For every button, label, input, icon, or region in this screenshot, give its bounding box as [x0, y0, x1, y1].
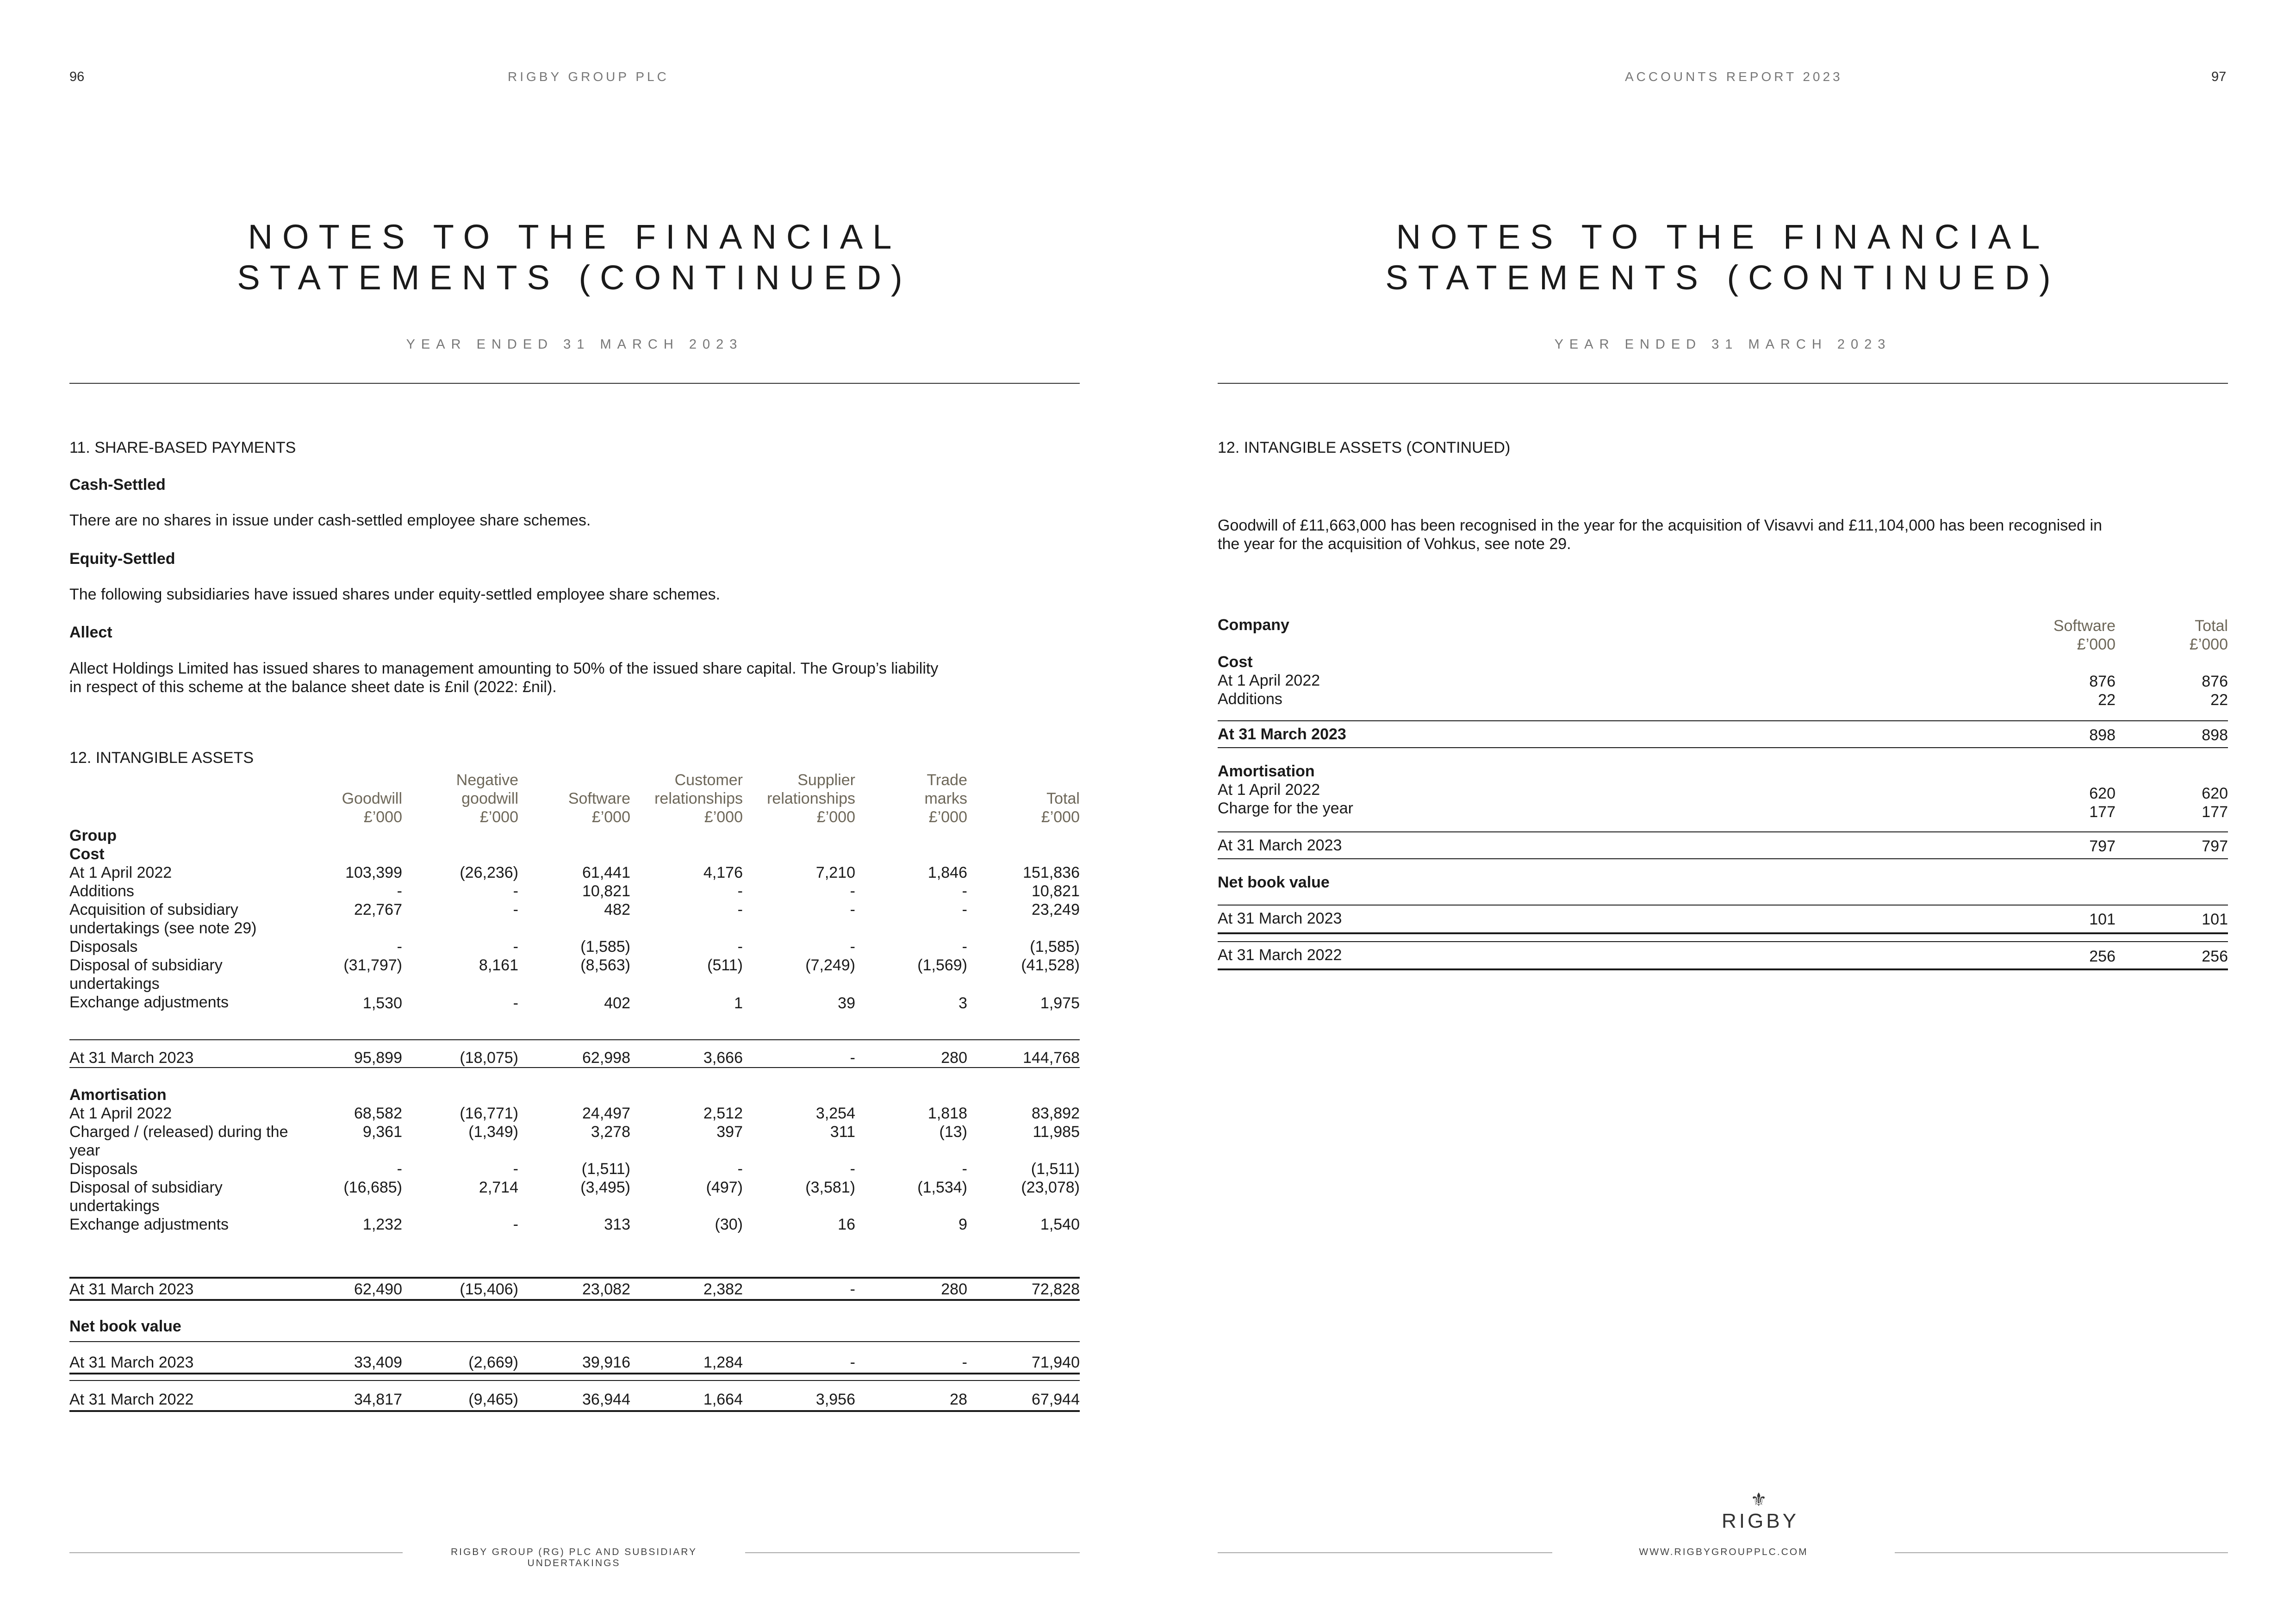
- value-cell: -: [397, 1160, 402, 1178]
- row-label: Disposal of subsidiary: [69, 956, 223, 974]
- rule: [1218, 747, 2228, 748]
- row-label: Exchange adjustments: [69, 993, 229, 1011]
- value-cell: 280: [941, 1049, 967, 1067]
- rule: [69, 1410, 1080, 1412]
- goodwill-text-line-1: Goodwill of £11,663,000 has been recognised in the year for the acquisition of Visavvi and £11,104,000 has been recognised in: [1218, 517, 2102, 534]
- allect-text: [69, 659, 1080, 696]
- value-cell: (9,465): [468, 1391, 518, 1408]
- rigby-logo: [1722, 1490, 1799, 1532]
- column-header: £’000: [1041, 808, 1080, 826]
- value-cell: -: [737, 901, 743, 918]
- running-header: RIGBY GROUP PLC: [508, 69, 669, 84]
- value-cell: (1,585): [1030, 938, 1080, 956]
- value-cell: 39: [838, 994, 855, 1012]
- value-cell: 67,944: [1032, 1391, 1080, 1408]
- value-cell: -: [397, 938, 402, 956]
- value-cell: 177: [2202, 803, 2228, 821]
- table-row-values: [69, 863, 1080, 882]
- row-label: At 31 March 2022: [69, 1391, 194, 1408]
- value-cell: 3,956: [815, 1391, 855, 1408]
- table-row-continued: [69, 1141, 1080, 1160]
- value-cell: (511): [707, 956, 743, 974]
- group-label: Group: [69, 827, 117, 844]
- value-cell: 397: [716, 1123, 743, 1141]
- page-subtitle: YEAR ENDED 31 MARCH 2023: [406, 337, 743, 352]
- nbv-label-row: [69, 1317, 1080, 1336]
- footer-rule-right: [745, 1552, 1080, 1553]
- table-row-values: [69, 937, 1080, 956]
- value-cell: 28: [950, 1391, 967, 1408]
- value-cell: 22: [2210, 691, 2228, 709]
- nbv-label-row: [1218, 873, 2228, 892]
- value-cell: 313: [604, 1216, 630, 1233]
- row-label-continued: undertakings: [69, 975, 160, 993]
- row-label-continued: undertakings (see note 29): [69, 919, 257, 937]
- value-cell: -: [850, 1160, 855, 1178]
- row-label: Acquisition of subsidiary: [69, 901, 238, 918]
- value-cell: 95,899: [354, 1049, 402, 1067]
- value-cell: 72,828: [1032, 1280, 1080, 1298]
- column-header-row: [69, 789, 1080, 808]
- value-cell: -: [513, 882, 518, 900]
- nbv-2023-values: [69, 1353, 1080, 1372]
- column-header: Goodwill: [342, 790, 402, 807]
- value-cell: -: [513, 901, 518, 918]
- row-label: At 1 April 2022: [69, 1105, 172, 1122]
- amort-total-values: [1218, 837, 2228, 856]
- company-label: Company: [1218, 616, 1289, 634]
- row-label: Disposals: [69, 938, 138, 956]
- table-row-continued: [69, 974, 1080, 993]
- value-cell: 11,985: [1033, 1123, 1080, 1141]
- value-cell: (26,236): [460, 864, 518, 881]
- value-cell: 62,998: [582, 1049, 630, 1067]
- nbv-2022-values: [69, 1390, 1080, 1409]
- value-cell: 144,768: [1023, 1049, 1080, 1067]
- column-header: £’000: [928, 808, 967, 826]
- value-cell: 311: [830, 1123, 855, 1141]
- value-cell: 23,249: [1032, 901, 1080, 918]
- running-header: ACCOUNTS REPORT 2023: [1625, 69, 1843, 84]
- value-cell: -: [850, 901, 855, 918]
- page-right: [1148, 0, 2296, 1624]
- value-cell: 33,409: [354, 1354, 402, 1371]
- value-cell: 898: [2202, 726, 2228, 744]
- value-cell: -: [962, 882, 967, 900]
- page-title-line-2: STATEMENTS (CONTINUED): [1385, 258, 2060, 297]
- value-cell: 898: [2089, 726, 2116, 744]
- row-label: At 1 April 2022: [69, 864, 172, 881]
- table-row-values: [69, 900, 1080, 919]
- value-cell: 4,176: [703, 864, 743, 881]
- value-cell: -: [737, 1160, 743, 1178]
- equity-settled-heading: Equity-Settled: [69, 550, 175, 568]
- footer-rule-left-2: [1218, 1552, 1552, 1553]
- note-12-heading: 12. INTANGIBLE ASSETS: [69, 749, 254, 767]
- rule: [69, 1341, 1080, 1342]
- column-header: Negative: [456, 771, 518, 789]
- rule: [69, 1373, 1080, 1374]
- column-header: Total: [2195, 617, 2228, 635]
- table-row-values: [69, 994, 1080, 1012]
- value-cell: 1,232: [362, 1216, 402, 1233]
- cost-label-row: [69, 845, 1080, 863]
- rule: [1218, 968, 2228, 970]
- value-cell: 797: [2202, 837, 2228, 855]
- value-cell: 101: [2089, 911, 2116, 928]
- value-cell: 3,278: [591, 1123, 630, 1141]
- value-cell: (1,534): [917, 1179, 967, 1196]
- value-cell: 1,818: [927, 1105, 967, 1122]
- value-cell: 1,846: [927, 864, 967, 881]
- allect-heading: Allect: [69, 624, 112, 641]
- value-cell: (18,075): [460, 1049, 518, 1067]
- value-cell: -: [513, 1216, 518, 1233]
- value-cell: (2,669): [468, 1354, 518, 1371]
- table-row-values: [69, 956, 1080, 974]
- value-cell: 151,836: [1023, 864, 1080, 881]
- value-cell: -: [962, 1354, 967, 1371]
- row-label: At 31 March 2023: [1218, 725, 1346, 743]
- column-header-row: [69, 808, 1080, 826]
- value-cell: 7,210: [815, 864, 855, 881]
- table-row-values: [69, 1178, 1080, 1197]
- group-label-row: [69, 826, 1080, 845]
- row-label: Disposals: [69, 1160, 138, 1178]
- value-cell: 8,161: [479, 956, 518, 974]
- row-label: At 31 March 2023: [1218, 910, 1342, 927]
- row-label: Additions: [1218, 690, 1282, 708]
- value-cell: 22,767: [354, 901, 402, 918]
- value-cell: 10,821: [582, 882, 630, 900]
- value-cell: -: [850, 1280, 855, 1298]
- value-cell: -: [962, 1160, 967, 1178]
- amort-label-row: [1218, 762, 2228, 781]
- row-label: At 31 March 2023: [69, 1049, 194, 1067]
- row-label-continued: undertakings: [69, 1197, 160, 1215]
- value-cell: (13): [939, 1123, 967, 1141]
- column-header: £’000: [2189, 636, 2228, 653]
- value-cell: 23,082: [582, 1280, 630, 1298]
- column-header-row: [69, 771, 1080, 789]
- value-cell: (16,685): [343, 1179, 402, 1196]
- value-cell: (16,771): [460, 1105, 518, 1122]
- note-11-heading: 11. SHARE-BASED PAYMENTS: [69, 439, 296, 456]
- value-cell: 797: [2089, 837, 2116, 855]
- value-cell: 61,441: [582, 864, 630, 881]
- cash-settled-heading: Cash-Settled: [69, 476, 166, 493]
- column-header-row: [1218, 635, 2228, 654]
- value-cell: 280: [941, 1280, 967, 1298]
- value-cell: 402: [604, 994, 630, 1012]
- cost-label: Cost: [1218, 653, 1253, 671]
- logo-wordmark: RIGBY: [1722, 1510, 1799, 1532]
- column-header: Software: [2053, 617, 2116, 635]
- value-cell: -: [737, 938, 743, 956]
- allect-text-line-1: Allect Holdings Limited has issued shares to management amounting to 50% of the issued share capital. The Group’s liability: [69, 660, 939, 677]
- amortisation-label: Amortisation: [1218, 762, 1315, 780]
- column-header: £’000: [363, 808, 402, 826]
- column-header: £’000: [816, 808, 855, 826]
- rule: [69, 1039, 1080, 1040]
- value-cell: 256: [2089, 948, 2116, 965]
- rule: [1218, 905, 2228, 906]
- column-header: relationships: [654, 790, 743, 807]
- row-label: At 1 April 2022: [1218, 781, 1320, 799]
- goodwill-text: [1218, 516, 2228, 553]
- value-cell: 876: [2089, 673, 2116, 690]
- column-header: Customer: [674, 771, 743, 789]
- amort-total-values: [69, 1280, 1080, 1299]
- value-cell: -: [513, 1160, 518, 1178]
- cash-settled-text: There are no shares in issue under cash-settled employee share schemes.: [69, 512, 591, 529]
- page-title: [69, 217, 1080, 298]
- table-row-values: [69, 1215, 1080, 1234]
- nbv-2022-values: [1218, 947, 2228, 966]
- column-header: goodwill: [461, 790, 518, 807]
- row-label: Charged / (released) during the: [69, 1123, 288, 1141]
- value-cell: 9: [958, 1216, 967, 1233]
- value-cell: (8,563): [580, 956, 630, 974]
- value-cell: 68,582: [354, 1105, 402, 1122]
- value-cell: 101: [2202, 911, 2228, 928]
- net-book-value-label: Net book value: [1218, 874, 1330, 891]
- value-cell: 83,892: [1032, 1105, 1080, 1122]
- value-cell: (23,078): [1021, 1179, 1080, 1196]
- value-cell: 2,382: [703, 1280, 743, 1298]
- value-cell: 1,530: [362, 994, 402, 1012]
- footer-rule-left: [69, 1552, 403, 1553]
- footer-rule-right-2: [1895, 1552, 2228, 1553]
- value-cell: (7,249): [805, 956, 855, 974]
- value-cell: 3: [958, 994, 967, 1012]
- nbv-2023-values: [1218, 910, 2228, 929]
- value-cell: 16: [838, 1216, 855, 1233]
- value-cell: 36,944: [582, 1391, 630, 1408]
- footer-text: RIGBY GROUP (RG) PLC AND SUBSIDIARY UNDERTAKINGS: [450, 1547, 697, 1568]
- rule: [1218, 831, 2228, 832]
- note-12-continued-heading: 12. INTANGIBLE ASSETS (CONTINUED): [1218, 439, 1511, 456]
- footer-url: WWW.RIGBYGROUPPLC.COM: [1639, 1547, 1808, 1557]
- value-cell: (15,406): [460, 1280, 518, 1298]
- value-cell: -: [737, 882, 743, 900]
- value-cell: (30): [715, 1216, 743, 1233]
- value-cell: (1,349): [468, 1123, 518, 1141]
- cost-total-values: [69, 1049, 1080, 1067]
- value-cell: -: [962, 938, 967, 956]
- value-cell: 3,666: [703, 1049, 743, 1067]
- value-cell: 482: [604, 901, 630, 918]
- table-row-continued: [69, 1197, 1080, 1215]
- column-header: marks: [924, 790, 967, 807]
- value-cell: 1,540: [1040, 1216, 1080, 1233]
- value-cell: 24,497: [582, 1105, 630, 1122]
- column-header: Trade: [927, 771, 967, 789]
- value-cell: -: [513, 994, 518, 1012]
- value-cell: 39,916: [582, 1354, 630, 1371]
- table-row-values: [1218, 672, 2228, 691]
- column-header: relationships: [767, 790, 855, 807]
- value-cell: (1,585): [580, 938, 630, 956]
- page-number: 97: [2211, 69, 2227, 84]
- column-header: Supplier: [797, 771, 855, 789]
- value-cell: -: [850, 938, 855, 956]
- row-label: Exchange adjustments: [69, 1216, 229, 1233]
- value-cell: (1,569): [917, 956, 967, 974]
- value-cell: 10,821: [1032, 882, 1080, 900]
- value-cell: 3,254: [815, 1105, 855, 1122]
- row-label: At 31 March 2023: [1218, 837, 1342, 854]
- header-divider: [69, 383, 1080, 384]
- value-cell: 9,361: [362, 1123, 402, 1141]
- value-cell: 22: [2098, 691, 2116, 709]
- page-title-line-2: STATEMENTS (CONTINUED): [237, 258, 912, 297]
- crest-icon: ⚜: [1750, 1490, 1767, 1510]
- table-row-values: [1218, 803, 2228, 821]
- cost-label-row: [1218, 653, 2228, 671]
- value-cell: 620: [2202, 785, 2228, 802]
- value-cell: (1,511): [1031, 1160, 1080, 1178]
- rule: [69, 1380, 1080, 1381]
- cost-total-values: [1218, 726, 2228, 744]
- column-header: £’000: [591, 808, 630, 826]
- row-label-continued: year: [69, 1142, 100, 1159]
- value-cell: (497): [706, 1179, 743, 1196]
- value-cell: (41,528): [1021, 956, 1080, 974]
- equity-settled-text: The following subsidiaries have issued shares under equity-settled employee share schemes.: [69, 586, 721, 603]
- table-row-values: [1218, 691, 2228, 709]
- table-row-values: [69, 1104, 1080, 1123]
- column-header: £’000: [479, 808, 518, 826]
- row-label: Charge for the year: [1218, 800, 1353, 817]
- value-cell: 1,284: [703, 1354, 743, 1371]
- net-book-value-label: Net book value: [69, 1318, 181, 1335]
- value-cell: -: [513, 938, 518, 956]
- page-subtitle: YEAR ENDED 31 MARCH 2023: [1554, 337, 1892, 352]
- row-label: Disposal of subsidiary: [69, 1179, 223, 1196]
- value-cell: 2,512: [703, 1105, 743, 1122]
- value-cell: (31,797): [343, 956, 402, 974]
- value-cell: 71,940: [1032, 1354, 1080, 1371]
- value-cell: 620: [2089, 785, 2116, 802]
- rule: [69, 1277, 1080, 1279]
- row-label: At 1 April 2022: [1218, 672, 1320, 689]
- rule: [1218, 941, 2228, 942]
- page-title-line-1: NOTES TO THE FINANCIAL: [1396, 218, 2050, 256]
- value-cell: -: [397, 882, 402, 900]
- column-header: £’000: [2077, 636, 2116, 653]
- value-cell: 2,714: [479, 1179, 518, 1196]
- value-cell: 34,817: [354, 1391, 402, 1408]
- value-cell: 1,975: [1040, 994, 1080, 1012]
- column-header: £’000: [704, 808, 743, 826]
- rule: [1218, 932, 2228, 934]
- allect-text-line-2: in respect of this scheme at the balance sheet date is £nil (2022: £nil).: [69, 678, 557, 696]
- value-cell: 177: [2089, 803, 2116, 821]
- rule: [69, 1067, 1080, 1068]
- value-cell: -: [850, 1049, 855, 1067]
- amortisation-label: Amortisation: [69, 1086, 167, 1104]
- value-cell: -: [850, 882, 855, 900]
- goodwill-text-line-2: the year for the acquisition of Vohkus, see note 29.: [1218, 535, 1571, 553]
- row-label: At 31 March 2023: [69, 1354, 194, 1371]
- table-row-continued: [69, 919, 1080, 937]
- value-cell: 62,490: [354, 1280, 402, 1298]
- page-title: [1218, 217, 2228, 298]
- row-label: At 31 March 2023: [69, 1280, 194, 1298]
- row-label: Additions: [69, 882, 134, 900]
- value-cell: -: [850, 1354, 855, 1371]
- rule: [1218, 858, 2228, 859]
- table-row-values: [69, 1160, 1080, 1178]
- column-header: Software: [568, 790, 630, 807]
- page-number: 96: [69, 69, 85, 84]
- value-cell: (3,495): [580, 1179, 630, 1196]
- value-cell: 1,664: [703, 1391, 743, 1408]
- column-header: Total: [1046, 790, 1080, 807]
- value-cell: 1: [734, 994, 743, 1012]
- table-row-values: [69, 1123, 1080, 1141]
- amort-label-row: [69, 1086, 1080, 1104]
- cost-label: Cost: [69, 845, 105, 863]
- value-cell: 876: [2202, 673, 2228, 690]
- row-label: At 31 March 2022: [1218, 946, 1342, 964]
- column-header-row: [1218, 617, 2228, 635]
- value-cell: 103,399: [345, 864, 402, 881]
- value-cell: -: [962, 901, 967, 918]
- value-cell: (1,511): [581, 1160, 630, 1178]
- rule: [69, 1299, 1080, 1301]
- page-title-line-1: NOTES TO THE FINANCIAL: [248, 218, 902, 256]
- header-divider: [1218, 383, 2228, 384]
- rule: [1218, 720, 2228, 721]
- table-row-values: [69, 882, 1080, 900]
- value-cell: 256: [2202, 948, 2228, 965]
- value-cell: (3,581): [805, 1179, 855, 1196]
